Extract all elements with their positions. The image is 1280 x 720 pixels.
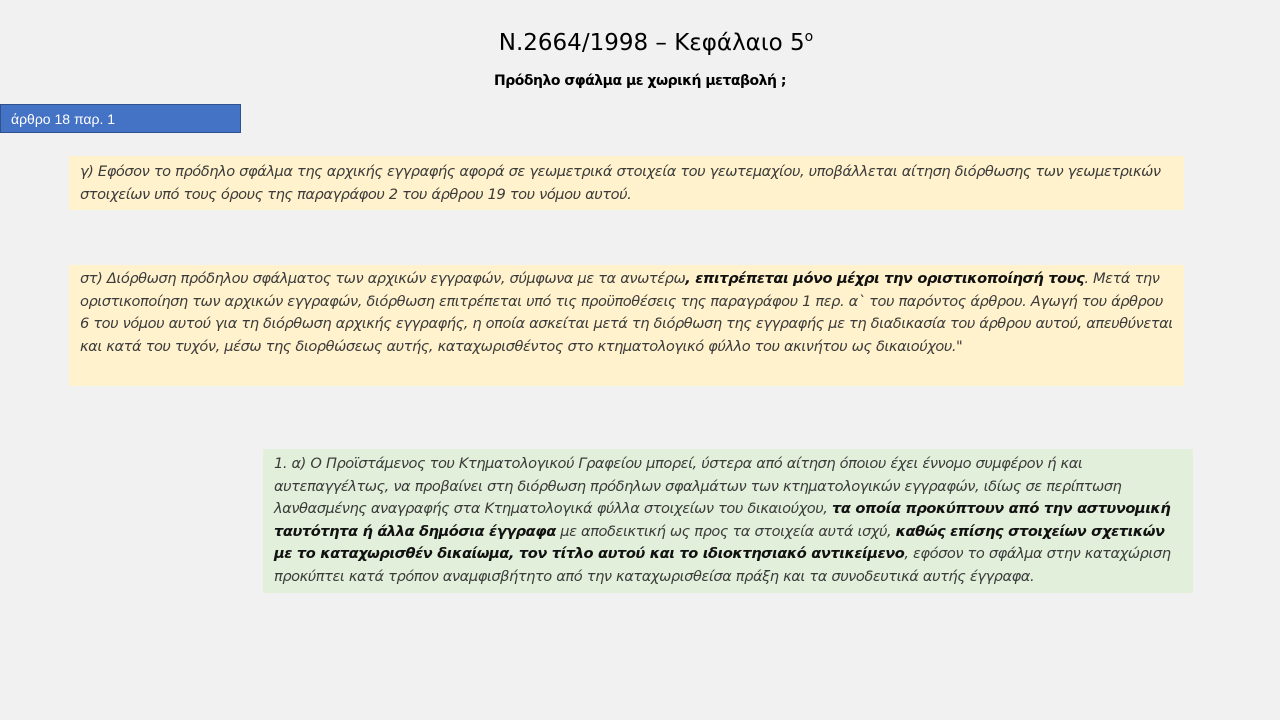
paragraph-st-bold-text: , επιτρέπεται μόνο μέχρι την οριστικοποίησή τους [685,270,1085,287]
paragraph-one-box [263,449,1193,593]
paragraph-one-text-2: με αποδεικτική ως προς τα στοιχεία αυτά ισχύ, [555,522,896,540]
paragraph-one-text-3: , εφόσον το σφάλμα στην καταχώριση προκύπτει κατά τρόπον αναμφισβήτητο από την καταχωρισθείσα πράξη και τα συνοδευτικά αυτής έγγραφα. [274,545,1171,585]
slide-title-superscript: ο [804,29,814,45]
article-tag: άρθρο 18 παρ. 1 [0,104,241,133]
paragraph-st-text-2: . Μετά την οριστικοποίηση των αρχικών εγγραφών, διόρθωση επιτρέπεται υπό τις προϋποθέσεις της παραγράφου 1 περ. α` του παρόντος άρθρου. Αγωγή του άρθρου 6 του νόμου αυτού για τη διόρθωση αρχικής εγγραφής, η οποία ασκείται μετά τη διόρθωση της εγγραφής με τη διαδικασία του άρθρου αυτού, απευθύνεται και κατά του τυχόν, μέσω της διορθώσεως αυτής, καταχωρισθέντος στο κτηματολογικό φύλλο του ακινήτου ως δικαιούχου." [80,270,1173,355]
slide-subtitle: Πρόδηλο σφάλμα με χωρική μεταβολή ; [494,73,786,89]
paragraph-one-text-1: 1. α) Ο Προϊστάμενος του Κτηματολογικού Γραφείου μπορεί, ύστερα από αίτηση όποιου έχει έννομο συμφέρον ή και αυτεπαγγέλτως, να προβαίνει στη διόρθωση πρόδηλων σφαλμάτων των κτηματολογικών εγγραφών, ιδίως σε περίπτωση λανθασμένης αναγραφής στα Κτηματολογικά φύλλα στοιχείων του δικαιούχου, [274,455,1122,517]
paragraph-st-text-1: στ) Διόρθωση πρόδηλου σφάλματος των αρχικών εγγραφών, σύμφωνα με τα ανωτέρω [80,270,686,287]
paragraph-gamma-text: γ) Εφόσον το πρόδηλο σφάλμα της αρχικής εγγραφής αφορά σε γεωμετρικά στοιχεία του γεωτεμαχίου, υποβάλλεται αίτηση διόρθωσης των γεωμετρικών στοιχείων υπό τους όρους της παραγράφου 2 του άρθρου 19 του νόμου αυτού. [80,163,1161,203]
paragraph-gamma-box [69,156,1184,210]
slide-title-text: Ν.2664/1998 – Κεφάλαιο 5 [498,30,805,56]
slide-title [0,29,1280,56]
paragraph-one-bold-text-1: τα οποία προκύπτουν από την αστυνομική ταυτότητα ή άλλα δημόσια έγγραφα [274,500,1171,540]
paragraph-one-bold-text-2: καθώς επίσης στοιχείων σχετικών με το καταχωρισθέν δικαίωμα, τον τίτλο αυτού και το ιδιοκτησιακό αντικείμενο [274,522,1165,562]
paragraph-st-box [69,265,1184,386]
